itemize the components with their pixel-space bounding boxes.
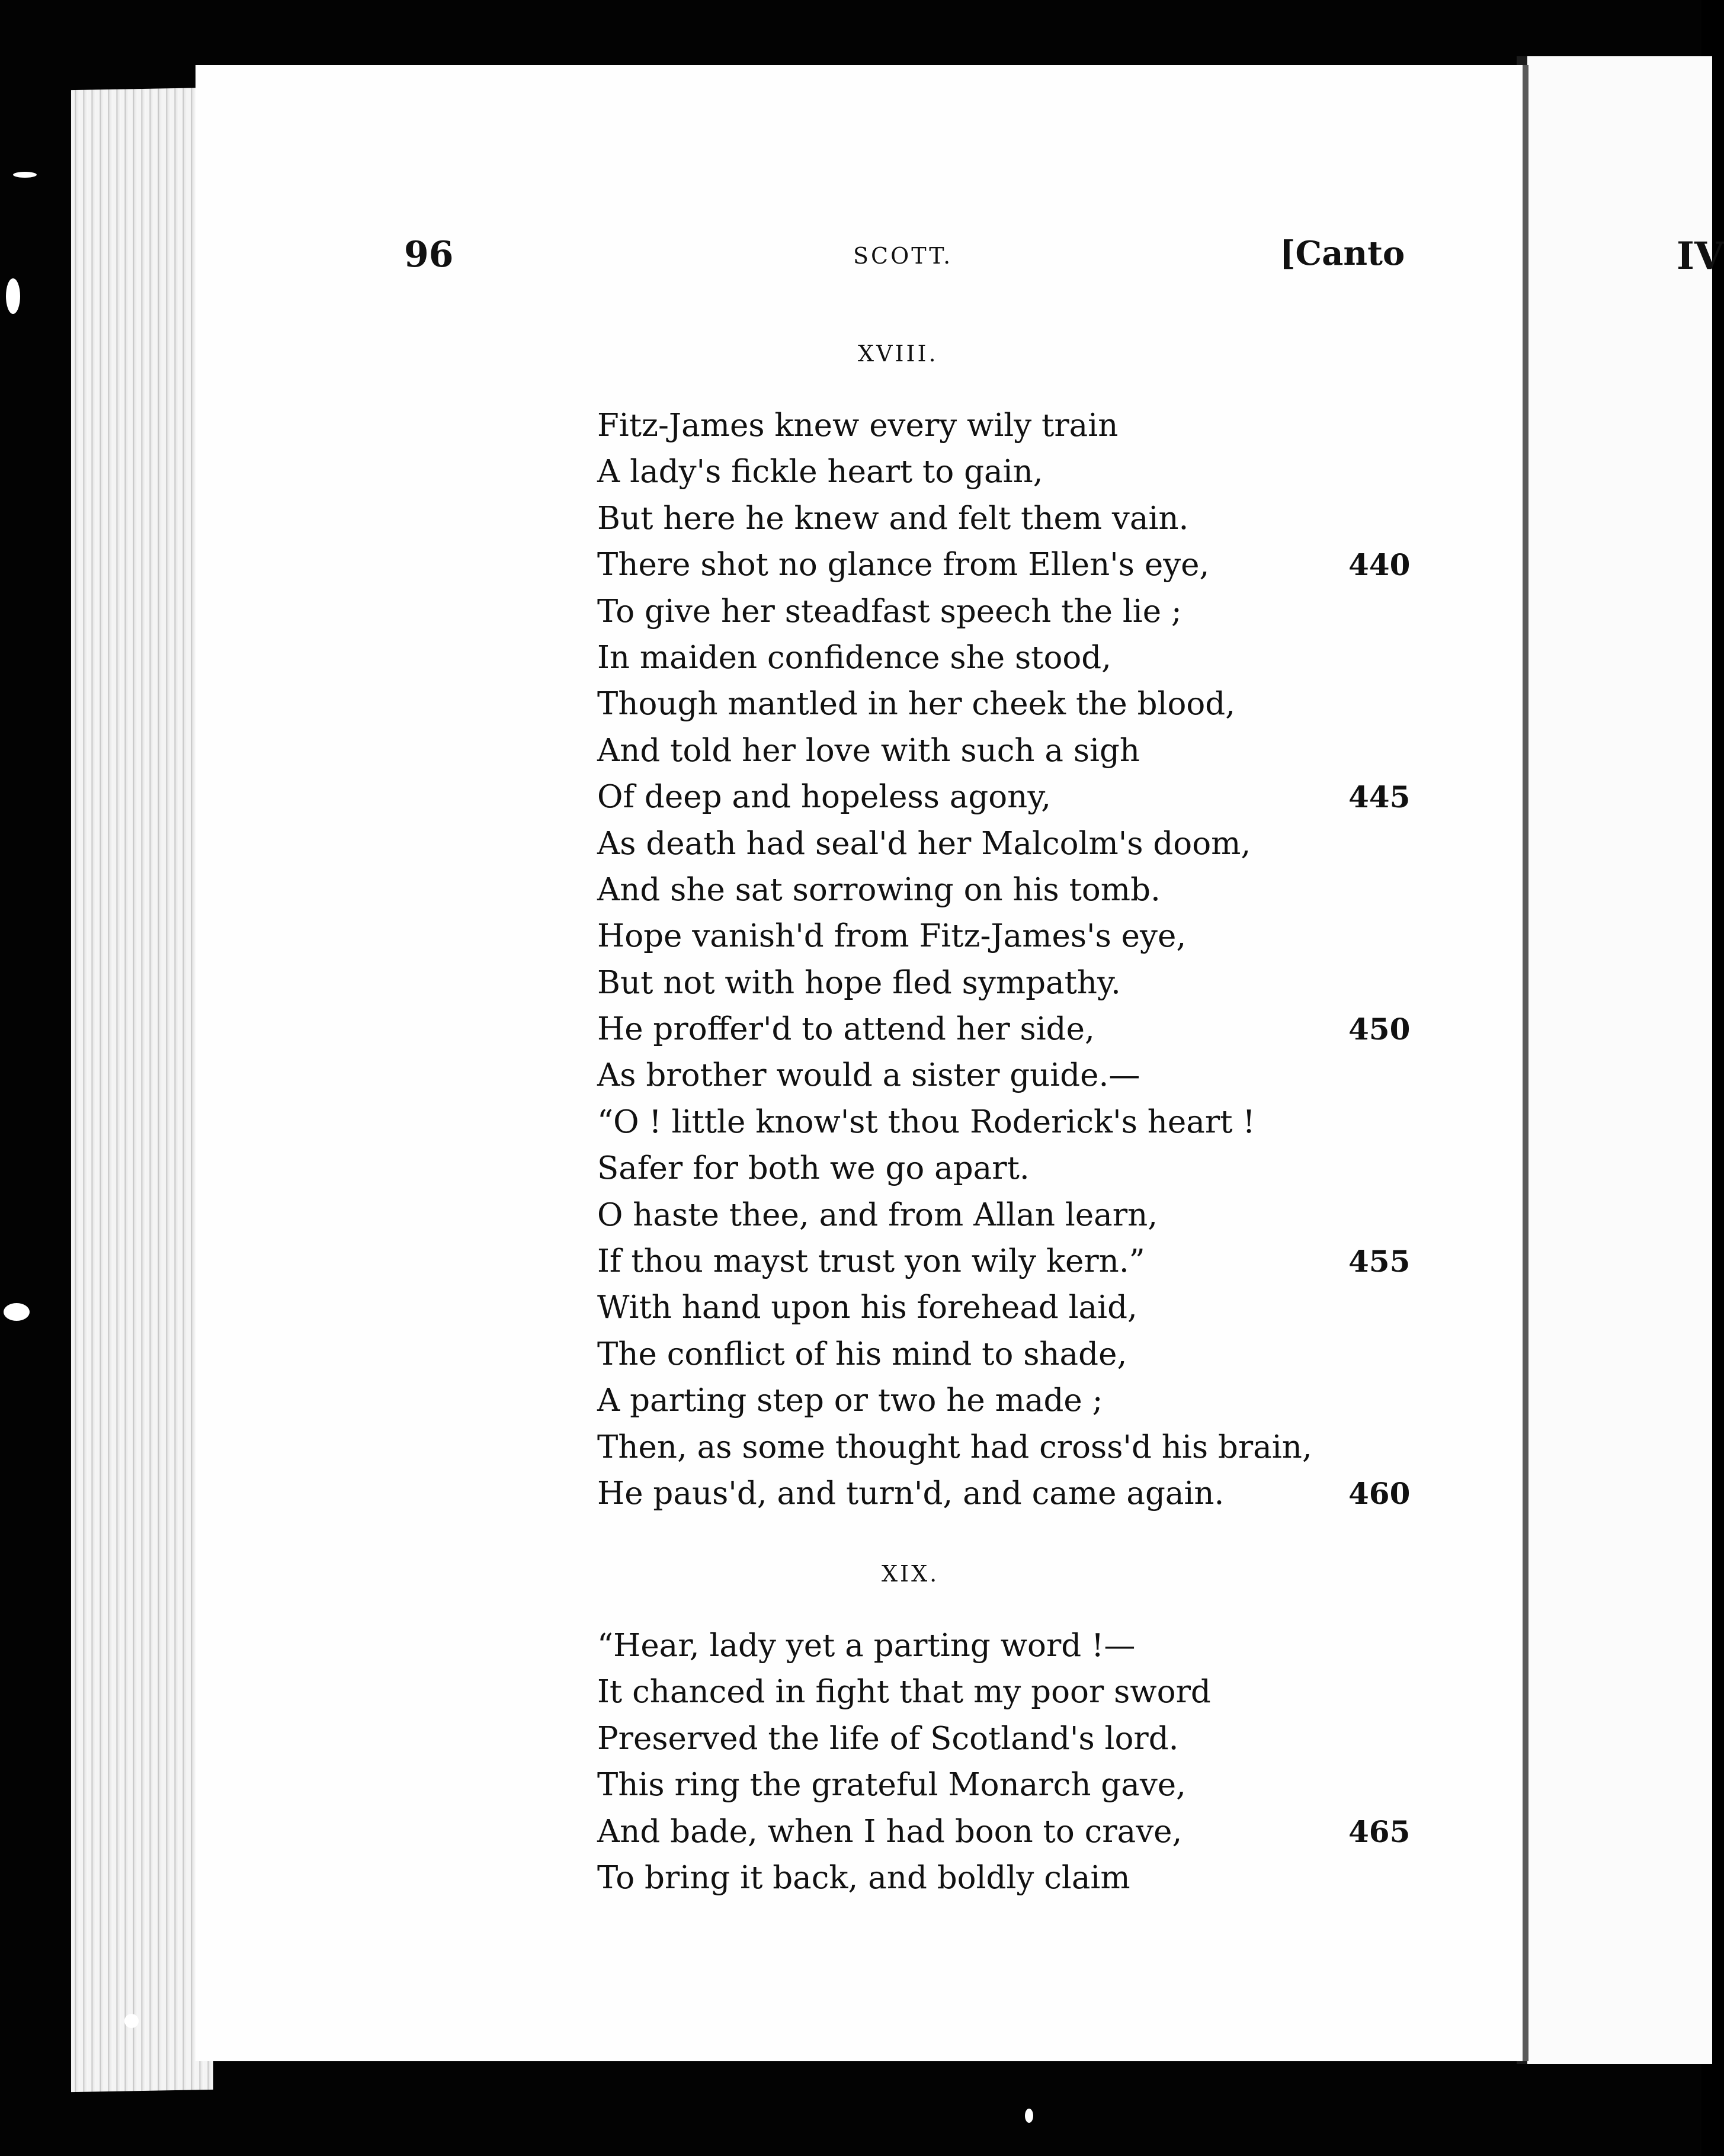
verse-line — [597, 1332, 1367, 1378]
line-number: 440 — [1348, 547, 1411, 583]
verse-line-text: To bring it back, and boldly claim — [597, 1859, 1130, 1896]
verse-line — [597, 1146, 1367, 1192]
stanza-number-xix: XIX. — [882, 1561, 940, 1587]
verse-line-text: There shot no glance from Ellen's eye, — [597, 547, 1210, 583]
verse-line — [597, 1285, 1367, 1331]
facing-page — [1517, 56, 1712, 2064]
verse-line-text: Fitz-James knew every wily train — [597, 408, 1119, 444]
verse-line-text: A parting step or two he made ; — [597, 1382, 1103, 1419]
facing-page-header: IV — [1677, 234, 1724, 278]
verse-line-text: If thou mayst trust yon wily kern.” — [597, 1243, 1145, 1280]
verse-line — [597, 774, 1411, 820]
verse-line — [597, 1099, 1367, 1146]
margin-speck — [124, 2014, 139, 2028]
verse-line — [597, 1239, 1411, 1285]
verse-line-text: But not with hope fled sympathy. — [597, 964, 1121, 1001]
verse-line — [597, 913, 1367, 960]
verse-line — [597, 681, 1367, 727]
verse-line-text: To give her steadfast speech the lie ; — [597, 593, 1182, 630]
verse-line-text: And bade, when I had boon to crave, — [597, 1813, 1183, 1850]
verse-line — [597, 1855, 1367, 1901]
verse-line — [597, 635, 1367, 681]
page-edges — [71, 88, 213, 2092]
stanza-xviii-lines — [597, 403, 1411, 1517]
verse-line-text: And she sat sorrowing on his tomb. — [597, 871, 1161, 908]
verse-line-text: Then, as some thought had cross'd his brain, — [597, 1429, 1312, 1465]
verse-line-text: He paus'd, and turn'd, and came again. — [597, 1475, 1225, 1512]
line-number: 445 — [1348, 779, 1411, 815]
line-number: 465 — [1348, 1814, 1411, 1849]
verse-line-text: Of deep and hopeless agony, — [597, 779, 1052, 816]
verse-line — [597, 496, 1367, 542]
verse-line-text: And told her love with such a sigh — [597, 732, 1140, 769]
verse-line — [597, 1762, 1367, 1808]
margin-speck — [1025, 2109, 1033, 2123]
verse-line — [597, 1053, 1367, 1099]
verse-line — [597, 821, 1367, 867]
verse-line-text: “O ! little know'st thou Roderick's heart ! — [597, 1103, 1255, 1140]
canto-heading: [Canto — [1280, 234, 1405, 273]
verse-line — [597, 1424, 1367, 1471]
verse-line-text: Safer for both we go apart. — [597, 1150, 1030, 1187]
verse-line-text: As brother would a sister guide.— — [597, 1057, 1140, 1094]
verse-line — [597, 449, 1367, 495]
verse-line — [597, 1623, 1367, 1669]
verse-line-text: In maiden confidence she stood, — [597, 639, 1112, 676]
verse-line — [597, 867, 1367, 913]
verse-line — [597, 1716, 1367, 1762]
verse-line-text: This ring the grateful Monarch gave, — [597, 1767, 1186, 1804]
running-title: SCOTT. — [853, 243, 953, 269]
verse-line-text: With hand upon his forehead laid, — [597, 1289, 1137, 1326]
verse-line-text: The conflict of his mind to shade, — [597, 1336, 1127, 1372]
verse-line — [597, 542, 1411, 588]
stanza-xix-lines — [597, 1623, 1411, 1901]
verse-line-text: He proffer'd to attend her side, — [597, 1011, 1095, 1048]
verse-line-text: Preserved the life of Scotland's lord. — [597, 1720, 1179, 1757]
verse-line — [597, 960, 1367, 1006]
margin-speck — [6, 278, 20, 314]
verse-line — [597, 1192, 1367, 1239]
verse-line — [597, 403, 1367, 449]
page-number: 96 — [404, 234, 454, 275]
verse-line-text: But here he knew and felt them vain. — [597, 500, 1189, 537]
verse-line-text: It chanced in fight that my poor sword — [597, 1674, 1211, 1711]
verse-line — [597, 728, 1367, 774]
verse-line-text: “Hear, lady yet a parting word !— — [597, 1628, 1136, 1664]
verse-line-text: A lady's fickle heart to gain, — [597, 454, 1043, 490]
verse-line-text: Though mantled in her cheek the blood, — [597, 686, 1236, 723]
verse-line-text: O haste thee, and from Allan learn, — [597, 1196, 1158, 1233]
verse-line-text: Hope vanish'd from Fitz-James's eye, — [597, 918, 1187, 955]
line-number: 460 — [1348, 1475, 1411, 1511]
verse-line — [597, 1471, 1411, 1517]
line-number: 455 — [1348, 1244, 1411, 1279]
verse-line-text: As death had seal'd her Malcolm's doom, — [597, 825, 1251, 862]
verse-line — [597, 1006, 1411, 1053]
verse-line — [597, 589, 1367, 635]
margin-speck — [13, 172, 37, 178]
verse-line — [597, 1669, 1367, 1715]
verse-line — [597, 1809, 1411, 1855]
line-number: 450 — [1348, 1012, 1411, 1047]
stanza-number-xviii: XVIII. — [858, 341, 938, 367]
margin-speck — [4, 1303, 30, 1321]
verse-line — [597, 1378, 1367, 1424]
